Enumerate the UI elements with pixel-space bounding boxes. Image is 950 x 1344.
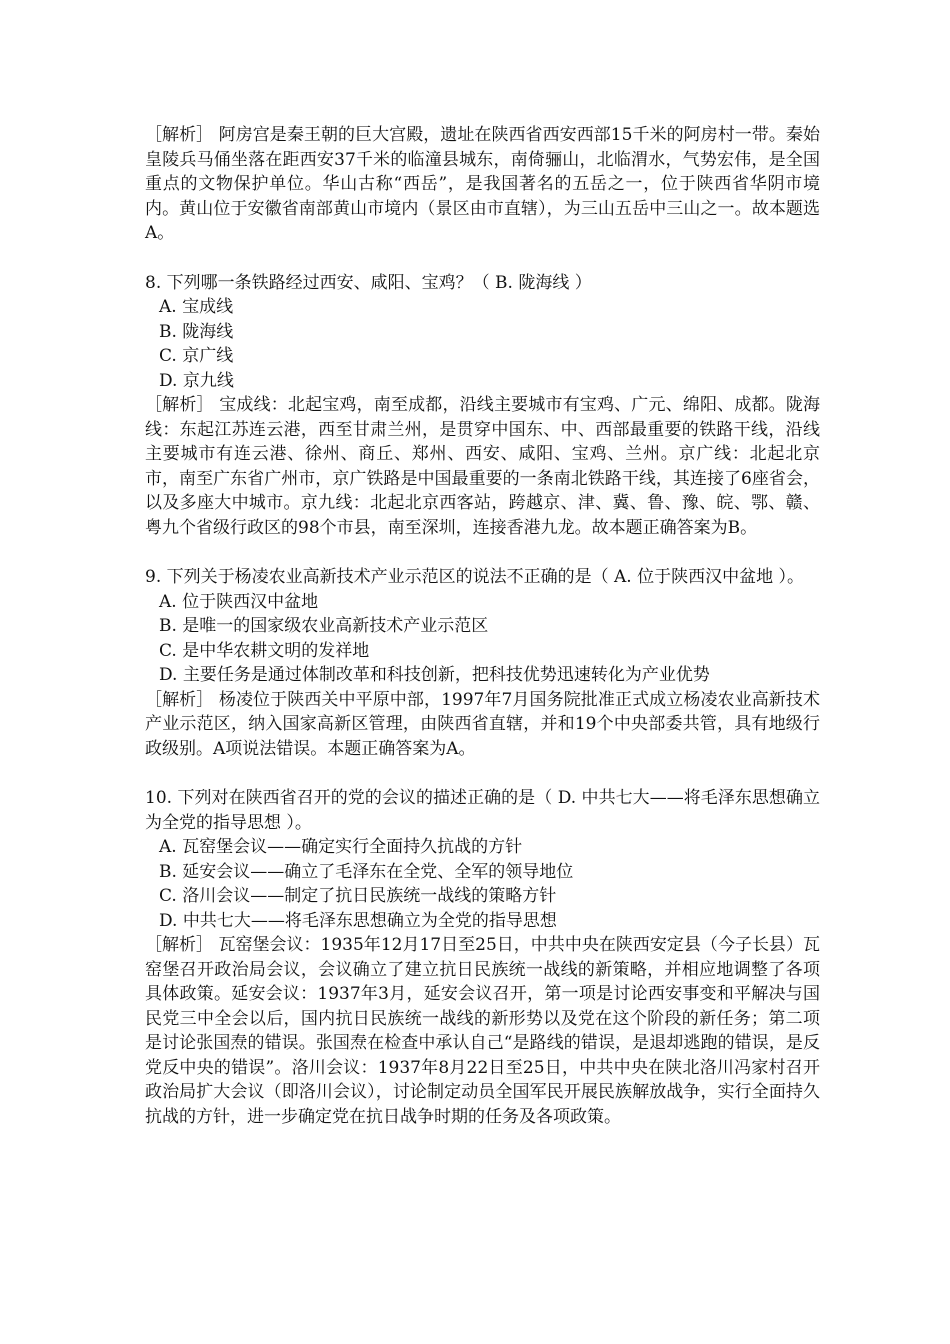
spacer (145, 246, 820, 271)
option-b: B. 延安会议——确立了毛泽东在全党、全军的领导地位 (159, 861, 574, 882)
question-stem: 9. 下列关于杨凌农业高新技术产业示范区的说法不正确的是（ A. 位于陕西汉中盆地 ）。 (145, 567, 805, 587)
option-b: B. 陇海线 (159, 321, 234, 342)
option-c: C. 是中华农耕文明的发祥地 (159, 640, 370, 661)
option-d: D. 主要任务是通过体制改革和科技创新，把科技优势迅速转化为产业优势 (159, 665, 710, 685)
option-c: C. 洛川会议——制定了抗日民族统一战线的策略方针 (159, 886, 557, 906)
question-8 (145, 271, 820, 541)
question-analysis: ［解析］ 瓦窑堡会议：1935年12月17日至25日，中共中央在陕西安定县（今子长县）瓦窑堡召开政治局会议，会议确立了建立抗日民族统一战线的新策略，并相应地调整了各项具体政策。延安会议：1937年3月，延安会议召开，第一项是讨论西安事变和平解决与国民党三中全会以后，国内抗日民族统一战线的新形势以及党在这个阶段的新任务；第二项是讨论张国焘的错误。张国焘在检查中承认自己“是路线的错误，是退却逃跑的错误，是反党反中央的错误”。洛川会议：1937年8月22日至25日，中共中央在陕北洛川冯家村召开政治局扩大会议（即洛川会议），讨论制定动员全国军民开展民族解放战争，实行全面持久抗战的方针，进一步确定党在抗日战争时期的任务及各项政策。 (145, 935, 820, 1127)
option-a: A. 宝成线 (159, 297, 234, 317)
option-c: C. 京广线 (159, 346, 234, 366)
option-b: B. 是唯一的国家级农业高新技术产业示范区 (159, 616, 489, 636)
question-10 (145, 786, 820, 1129)
question-9 (145, 565, 820, 761)
question-analysis: ［解析］ 宝成线：北起宝鸡，南至成都，沿线主要城市有宝鸡、广元、绵阳、成都。陇海线：东起江苏连云港，西至甘肃兰州，是贯穿中国东、中、西部最重要的铁路干线，沿线主要城市有连云港、徐州、商丘、郑州、西安、咸阳、宝鸡、兰州。京广线：北起北京市，南至广东省广州市，京广铁路是中国最重要的一条南北铁路干线，其连接了6座省会，以及多座大中城市。京九线：北起北京西客站，跨越京、津、冀、鲁、豫、皖、鄂、赣、粤九个省级行政区的98个市县，南至深圳，连接香港九龙。故本题正确答案为B。 (145, 395, 820, 538)
intro-analysis: ［解析］ 阿房宫是秦王朝的巨大宫殿，遗址在陕西省西安西部15千米的阿房村一带。秦始皇陵兵马俑坐落在距西安37千米的临潼县城东，南倚骊山，北临渭水，气势宏伟，是全国重点的文物保护单位。华山古称“西岳”，是我国著名的五岳之一，位于陕西省华阴市境内。黄山位于安徽省南部黄山市境内（景区由市直辖），为三山五岳中三山之一。故本题选A。 (145, 125, 820, 243)
document-page (145, 123, 820, 1129)
option-d: D. 中共七大——将毛泽东思想确立为全党的指导思想 (159, 910, 557, 931)
option-a: A. 瓦窑堡会议——确定实行全面持久抗战的方针 (159, 837, 523, 857)
question-stem: 10. 下列对在陕西省召开的党的会议的描述正确的是（ D. 中共七大——将毛泽东思想确立为全党的指导思想 ）。 (145, 788, 820, 833)
option-a: A. 位于陕西汉中盆地 (159, 591, 319, 612)
spacer (145, 540, 820, 565)
question-stem: 8. 下列哪一条铁路经过西安、咸阳、宝鸡？（ B. 陇海线 ） (145, 272, 592, 293)
option-d: D. 京九线 (159, 370, 234, 391)
spacer (145, 761, 820, 786)
question-analysis: ［解析］ 杨凌位于陕西关中平原中部，1997年7月国务院批准正式成立杨凌农业高新技术产业示范区，纳入国家高新区管理，由陕西省直辖，并和19个中央部委共管，具有地级行政级别。A项说法错误。本题正确答案为A。 (145, 689, 820, 759)
